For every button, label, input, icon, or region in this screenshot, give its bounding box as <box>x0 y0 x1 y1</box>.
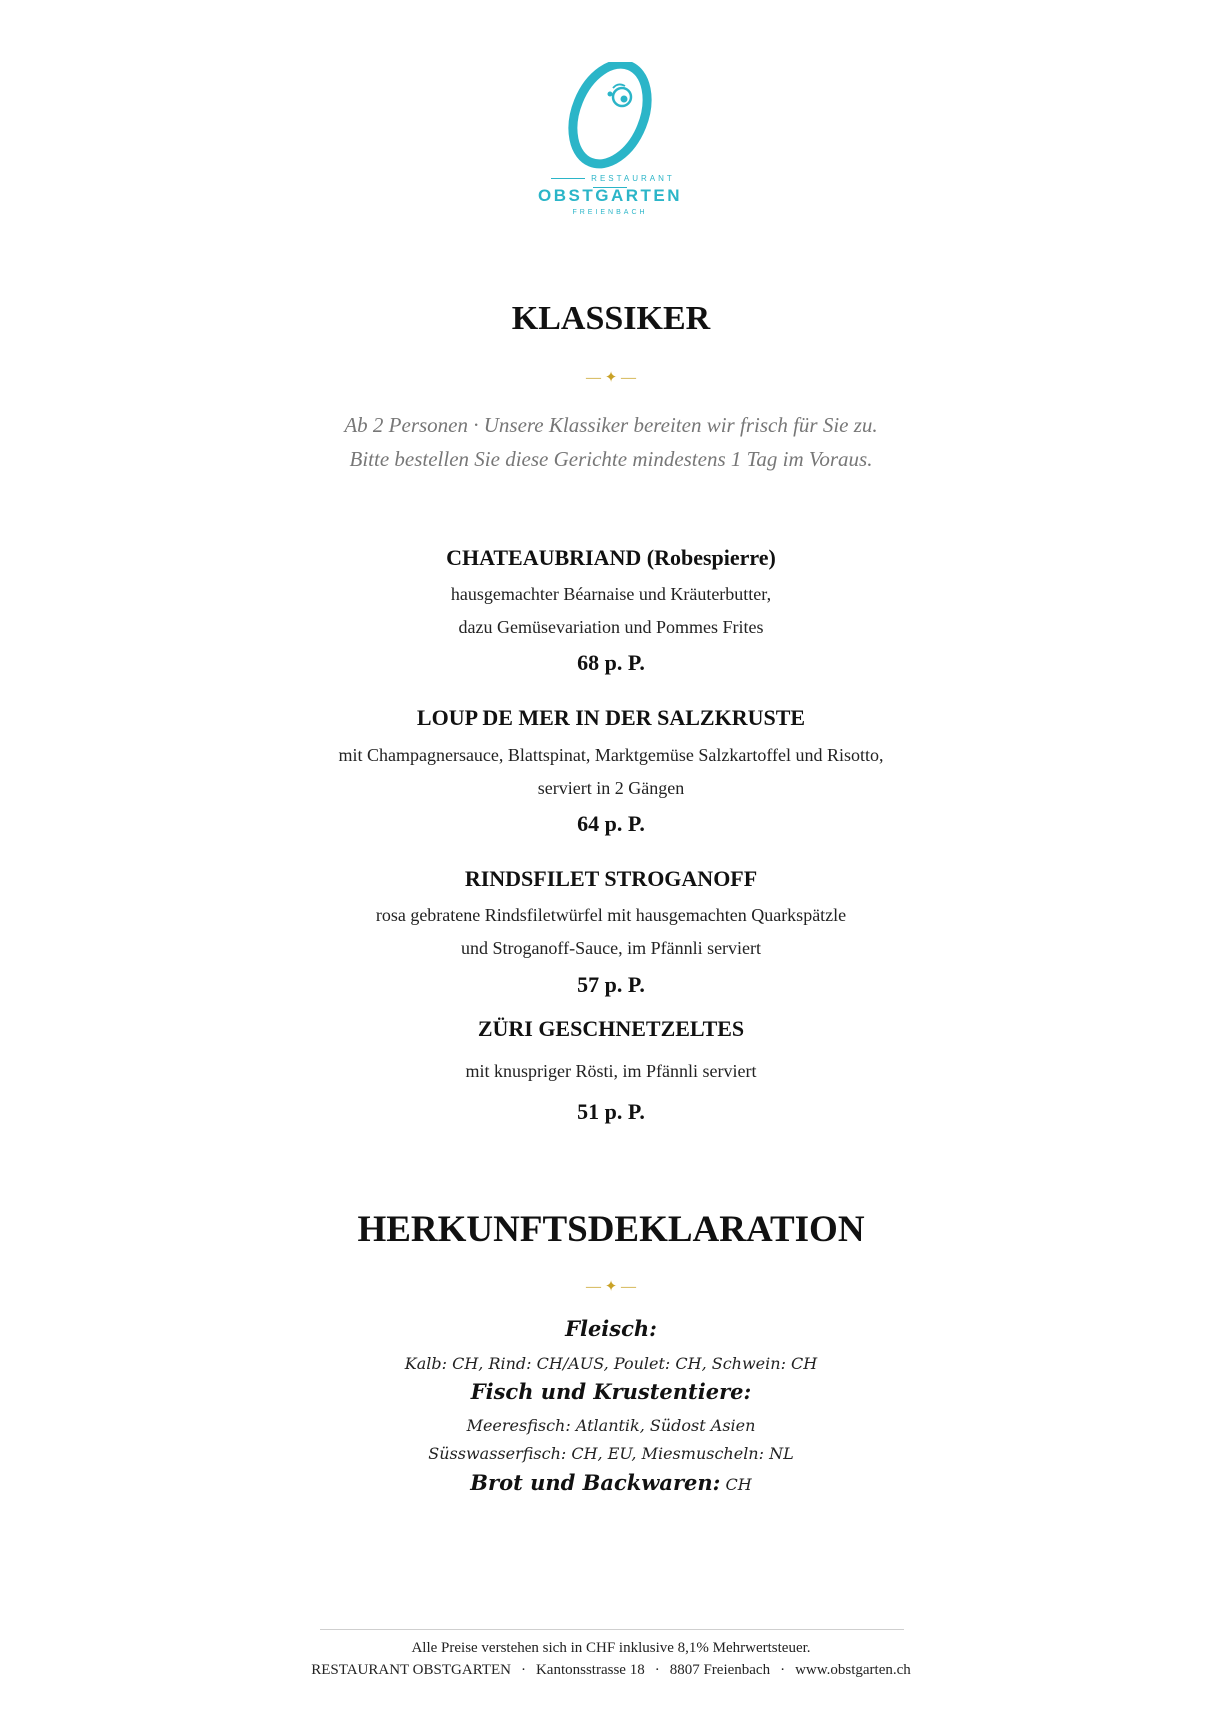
logo-emblem-icon <box>552 62 668 172</box>
herkunft-title: HERKUNFTSDEKLARATION <box>357 1209 865 1250</box>
origin-text-bread: CH <box>725 1475 752 1494</box>
dish-description <box>0 578 1222 644</box>
dish-desc-line: mit Champagnersauce, Blattspinat, Marktgemüse Salzkartoffel und Risotto, <box>338 745 884 765</box>
dish-price: 51 p. P. <box>577 1099 645 1124</box>
footer-separator: · <box>780 1662 786 1678</box>
footer-address <box>0 1662 1222 1679</box>
footer-separator: · <box>520 1662 526 1678</box>
origin-heading-bread: Brot und Backwaren: <box>470 1470 721 1495</box>
klassiker-title: KLASSIKER <box>511 300 711 337</box>
origin-heading-meat: Fleisch: <box>565 1316 657 1341</box>
dish-description <box>0 899 1222 965</box>
dish-desc-line: dazu Gemüsevariation und Pommes Frites <box>458 617 764 637</box>
dish-price: 57 p. P. <box>577 972 645 997</box>
intro-line-1: Ab 2 Personen · Unsere Klassiker bereiten wir frisch für Sie zu. <box>344 413 878 437</box>
dish-price: 64 p. P. <box>577 811 645 836</box>
dish-title: CHATEAUBRIAND (Robespierre) <box>446 545 776 570</box>
restaurant-logo <box>530 62 690 222</box>
footer-city: 8807 Freienbach <box>669 1662 771 1678</box>
dish-desc-line: rosa gebratene Rindsfiletwürfel mit hausgemachten Quarkspätzle <box>375 905 847 925</box>
footer-restaurant-name: RESTAURANT OBSTGARTEN <box>311 1662 511 1678</box>
intro-line-2: Bitte bestellen Sie diese Gerichte mindestens 1 Tag im Voraus. <box>349 447 873 471</box>
dish-desc-line: und Stroganoff-Sauce, im Pfännli serviert <box>460 938 762 958</box>
origin-bread <box>0 1470 1222 1495</box>
klassiker-ornament: — ✦ — <box>585 370 637 386</box>
dish-desc-line: mit knuspriger Rösti, im Pfännli serviert <box>465 1061 757 1081</box>
dish-title: ZÜRI GESCHNETZELTES <box>477 1016 745 1041</box>
dish-price: 68 p. P. <box>577 650 645 675</box>
dish-description <box>0 1055 1222 1088</box>
dish-title: LOUP DE MER IN DER SALZKRUSTE <box>416 705 806 730</box>
footer-separator: · <box>654 1662 660 1678</box>
footer-divider <box>320 1629 904 1630</box>
logo-restaurant-text: RESTAURANT <box>530 174 690 192</box>
footer-website-link[interactable]: www.obstgarten.ch <box>795 1662 911 1678</box>
klassiker-intro <box>0 408 1222 476</box>
origin-text-freshwater: Süsswasserfisch: CH, EU, Miesmuscheln: NL <box>428 1444 794 1463</box>
dish-desc-line: serviert in 2 Gängen <box>537 778 685 798</box>
logo-town-text: FREIENBACH <box>572 209 648 216</box>
dish-desc-line: hausgemachter Béarnaise und Kräuterbutter, <box>450 584 772 604</box>
origin-text-meat: Kalb: CH, Rind: CH/AUS, Poulet: CH, Schwein: CH <box>404 1354 818 1373</box>
dish-description <box>0 739 1222 805</box>
footer-street: Kantonsstrasse 18 <box>535 1662 645 1678</box>
origin-heading-fish: Fisch und Krustentiere: <box>470 1379 752 1404</box>
dish-title: RINDSFILET STROGANOFF <box>464 866 758 891</box>
herkunft-ornament: — ✦ — <box>585 1279 637 1295</box>
origin-text-seafish: Meeresfisch: Atlantik, Südost Asien <box>466 1416 756 1435</box>
footer-vat-note: Alle Preise verstehen sich in CHF inklusive 8,1% Mehrwertsteuer. <box>411 1640 811 1656</box>
logo-name-text: OBSTGARTEN <box>538 186 682 205</box>
